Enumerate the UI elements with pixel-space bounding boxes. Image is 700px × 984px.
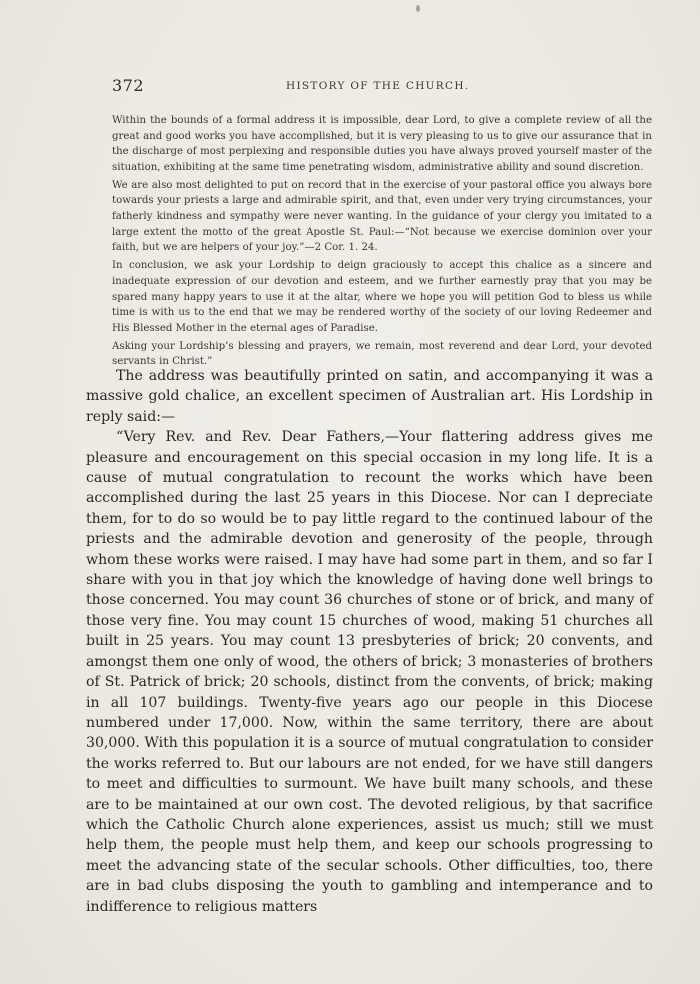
page-number: 372	[112, 76, 145, 95]
paper-speck	[416, 5, 420, 12]
address-paragraph-4: Asking your Lordship’s blessing and prayers, we remain, most reverend and dear Lord, your devoted servants in Christ.”	[112, 340, 652, 368]
body-paragraph-2: “Very Rev. and Rev. Dear Fathers,—Your flattering address gives me pleasure and encouragement on this special occasion in my long life. It is a cause of mutual congratulation to recount the works which have been accomplished during the last 25 years in this Diocese. Nor can I depreciate them, for to do so would be to pay little regard to the continued labour of the priests and the admirable devotion and generosity of the people, through whom these works were raised. I may have had some part in them, and so far I share with you in that joy which the knowledge of having done well brings to those concerned. You may count 36 churches of stone or of brick, and many of those very fine. You may count 15 churches of wood, making 51 churches all built in 25 years. You may count 13 presbyteries of brick; 20 convents, and amongst them one only of wood, the others of brick; 3 monasteries of brothers of St. Patrick of brick; 20 schools, distinct from the convents, of brick; making in all 107 buildings. Twenty-five years ago our people in this Diocese numbered under 17,000. Now, within the same territory, there are about 30,000. With this population it is a source of mutual congratulation to consider the works referred to. But our labours are not ended, for we have still dangers to meet and difficulties to surmount. We have built many schools, and these are to be maintained at our own cost. The devoted religious, by that sacrifice which the Catholic Church alone experiences, assist us much; still we must help them, the people must help them, and keep our schools progressing to meet the advancing state of the secular schools. Other difficulties, too, there are in bad clubs disposing the youth to gambling and intemperance and to indifference to religious matters	[86, 429, 653, 915]
quoted-address	[112, 113, 652, 373]
address-paragraph-3: In conclusion, we ask your Lordship to deign graciously to accept this chalice as a sincere and inadequate expression of our devotion and esteem, and we further earnestly pray that you may be spared many happy years to use it at the altar, where we hope you will petition God to bless us while time is with us to the end that we may be rendered worthy of the society of our loving Redeemer and His Blessed Mother in the eternal ages of Paradise.	[112, 260, 652, 334]
address-paragraph-2: We are also most delighted to put on record that in the exercise of your pastoral office you always bore towards your priests a large and admirable spirit, and that, even under very trying circumstances, your fatherly kindness and sympathy were never wanting. In the guidance of your clergy you imitated to a large extent the motto of the great Apostle St. Paul:—“Not because we exercise dominion over your faith, but we are helpers of your joy.”—2 Cor. 1. 24.	[112, 179, 652, 254]
main-text	[86, 366, 653, 917]
page-header	[112, 76, 652, 96]
body-paragraph-1: The address was beautifully printed on satin, and accompanying it was a massive gold chalice, an excellent specimen of Australian art. His Lordship in reply said:—	[86, 368, 653, 425]
running-head: HISTORY OF THE CHURCH.	[286, 80, 470, 92]
address-paragraph-1: Within the bounds of a formal address it is impossible, dear Lord, to give a complete review of all the great and good works you have accomplished, but it is very pleasing to us to give our assurance that in the discharge of most perplexing and responsible duties you have always proved yourself master of the situation, exhibiting at the same time penetrating wisdom, administrative ability and sound discretion.	[112, 115, 652, 173]
